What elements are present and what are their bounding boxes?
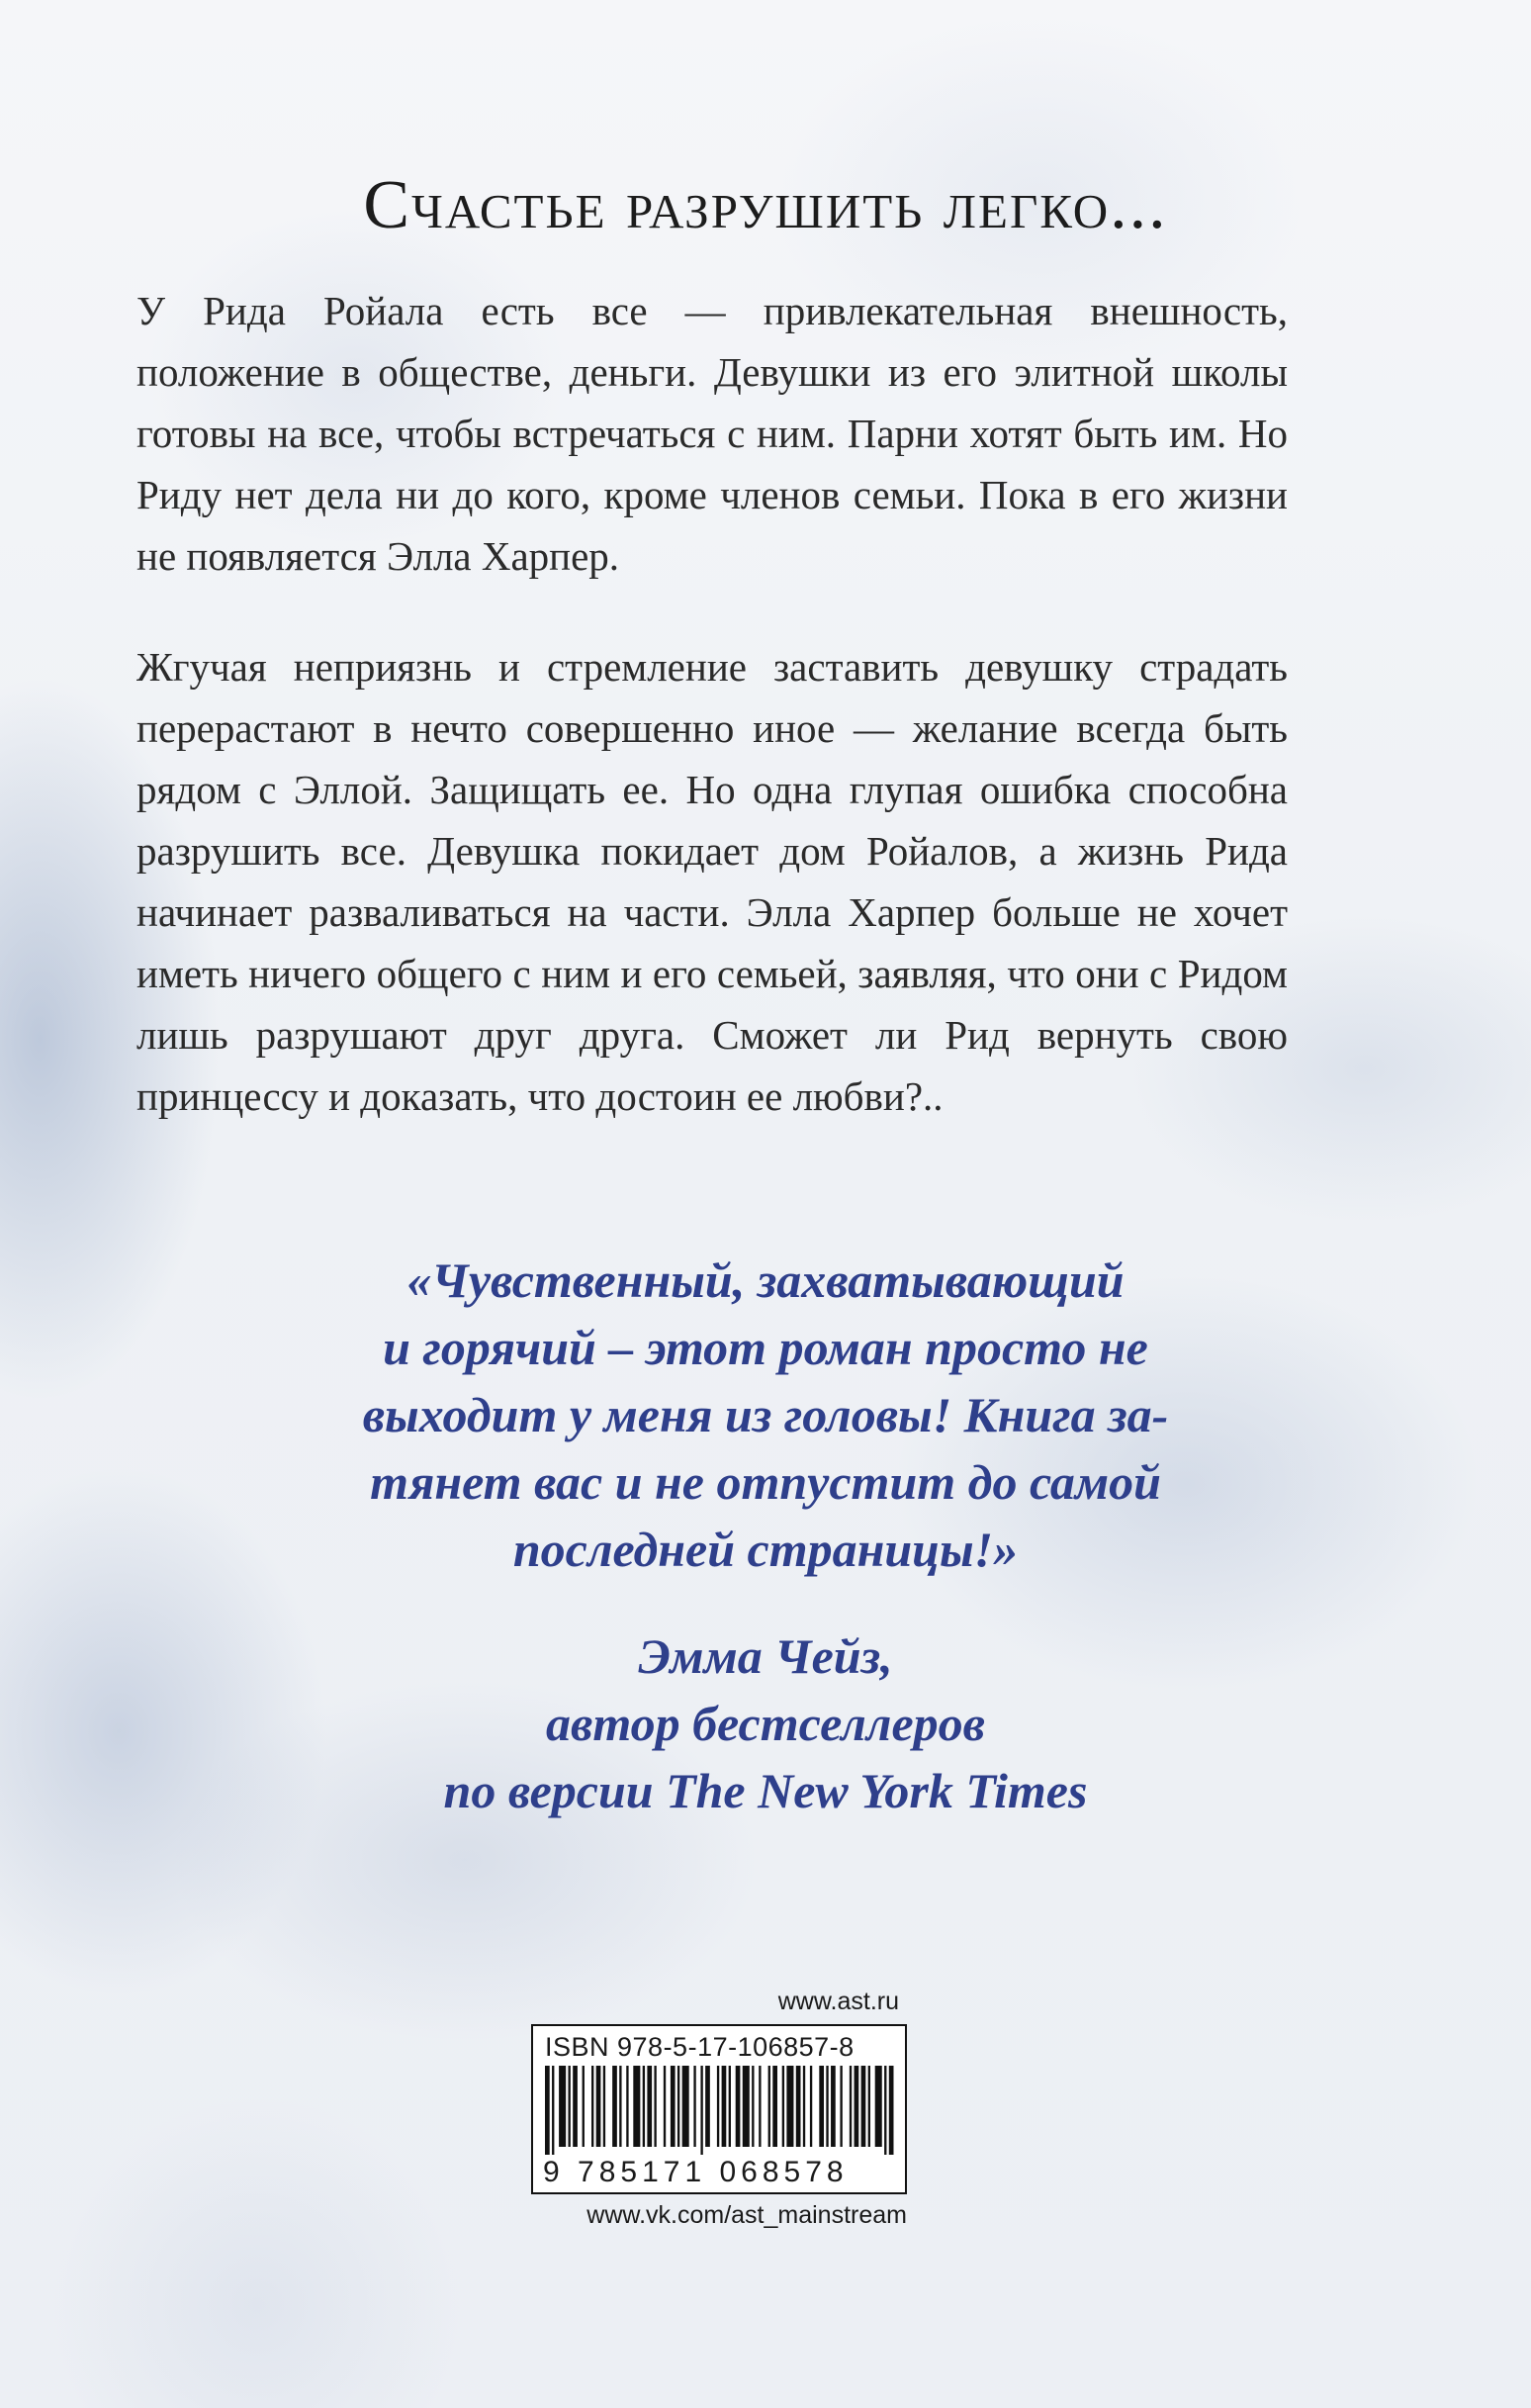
isbn-barcode-box bbox=[531, 2024, 907, 2194]
barcode-bar bbox=[826, 2066, 828, 2147]
barcode-bar bbox=[831, 2066, 836, 2147]
barcode-bar bbox=[796, 2066, 801, 2147]
barcode-bar bbox=[868, 2066, 870, 2147]
attribution-line: автор бестселлеров bbox=[546, 1696, 985, 1751]
barcode-bar bbox=[559, 2066, 566, 2147]
barcode-bar bbox=[855, 2066, 859, 2147]
barcode-bar bbox=[850, 2066, 852, 2147]
barcode-bar bbox=[782, 2066, 784, 2147]
barcode-bar bbox=[810, 2066, 812, 2147]
barcode-bar bbox=[552, 2066, 554, 2155]
barcode-bar bbox=[819, 2066, 824, 2147]
barcode-bars bbox=[541, 2066, 897, 2155]
isbn-number: ISBN 978-5-17-106857-8 bbox=[545, 2032, 855, 2062]
vk-url[interactable]: www.vk.com/ast_mainstream bbox=[586, 2201, 907, 2229]
barcode-bar bbox=[759, 2066, 761, 2147]
quote-attribution bbox=[0, 1622, 1531, 1824]
barcode-bar bbox=[803, 2066, 805, 2147]
publisher-site-url[interactable]: www.ast.ru bbox=[777, 1988, 899, 2015]
barcode-bar bbox=[861, 2066, 866, 2147]
blurb-paragraph-2: Жгучая неприязнь и стремление заставить девушку страдать перерастают в нечто совершенно иное — желание всегда быть рядом с Эллой. Защищать ее. Но одна глупая ошибка способна разрушить все. Девушка покидает дом Ройалов, а жизнь Рида начинает разваливаться на части. Элла Харпер больше не хочет иметь ничего общего с ним и его семьей, заявляя, что они с Ридом лишь разрушают друг друга. Сможет ли Рид вернуть свою принцессу и доказать, что достоин ее любви?.. bbox=[136, 644, 1288, 1119]
barcode-bar bbox=[612, 2066, 617, 2147]
barcode-bar bbox=[875, 2066, 882, 2147]
barcode-bar bbox=[591, 2066, 593, 2147]
barcode-bar bbox=[671, 2066, 675, 2147]
barcode-bar bbox=[772, 2066, 777, 2147]
barcode-bar bbox=[583, 2066, 585, 2147]
quote-line: выходит у меня из головы! Книга за- bbox=[362, 1387, 1169, 1442]
barcode-bar bbox=[752, 2066, 754, 2147]
barcode-block bbox=[531, 1987, 907, 2230]
review-quote bbox=[0, 1247, 1531, 1583]
barcode-bar bbox=[596, 2066, 601, 2147]
barcode-bar bbox=[626, 2066, 628, 2147]
barcode-bar bbox=[768, 2066, 770, 2147]
barcode-bar bbox=[677, 2066, 679, 2147]
barcode-bar bbox=[884, 2066, 886, 2155]
quote-line: последней страницы!» bbox=[512, 1522, 1019, 1577]
barcode-bar bbox=[786, 2066, 793, 2147]
quote-line: тянет вас и не отпустит до самой bbox=[370, 1454, 1161, 1510]
quote-line: «Чувственный, захватывающий bbox=[406, 1252, 1125, 1308]
barcode-bar bbox=[545, 2066, 550, 2155]
barcode-bar bbox=[705, 2066, 710, 2147]
barcode-bar bbox=[717, 2066, 719, 2147]
attribution-line: Эмма Чейз, bbox=[638, 1628, 893, 1684]
barcode-bar bbox=[647, 2066, 652, 2147]
barcode-bar bbox=[619, 2066, 621, 2147]
attribution-line: по версии The New York Times bbox=[443, 1763, 1088, 1818]
ean-digits: 9 785171 068578 bbox=[543, 2156, 849, 2188]
quote-line: и горячий – этот роман просто не bbox=[383, 1320, 1148, 1375]
barcode-bar bbox=[573, 2066, 578, 2147]
barcode-bar bbox=[569, 2066, 571, 2147]
barcode-bar bbox=[693, 2066, 695, 2147]
barcode-bar bbox=[743, 2066, 750, 2147]
barcode-bar bbox=[643, 2066, 645, 2147]
cover-heading: Счастье разрушить легко... bbox=[363, 167, 1168, 243]
barcode-bar bbox=[633, 2066, 640, 2147]
barcode-bar bbox=[682, 2066, 689, 2147]
barcode-bar bbox=[889, 2066, 894, 2155]
barcode-bar bbox=[736, 2066, 741, 2147]
barcode-bar bbox=[654, 2066, 656, 2147]
barcode-bar bbox=[722, 2066, 727, 2147]
barcode-bar bbox=[700, 2066, 702, 2155]
barcode-bar bbox=[664, 2066, 666, 2147]
blurb-paragraph-1: У Рида Ройала есть все — привлекательная внешность, положение в обществе, деньги. Девушки из его элитной школы готовы на все, чтобы встречаться с ним. Парни хотят быть им. Но Риду нет дела ни до кого, кроме членов семьи. Пока в его жизни не появляется Элла Харпер. bbox=[136, 288, 1288, 579]
barcode-bar bbox=[603, 2066, 605, 2147]
barcode-bar bbox=[840, 2066, 842, 2147]
barcode-bar bbox=[729, 2066, 731, 2147]
